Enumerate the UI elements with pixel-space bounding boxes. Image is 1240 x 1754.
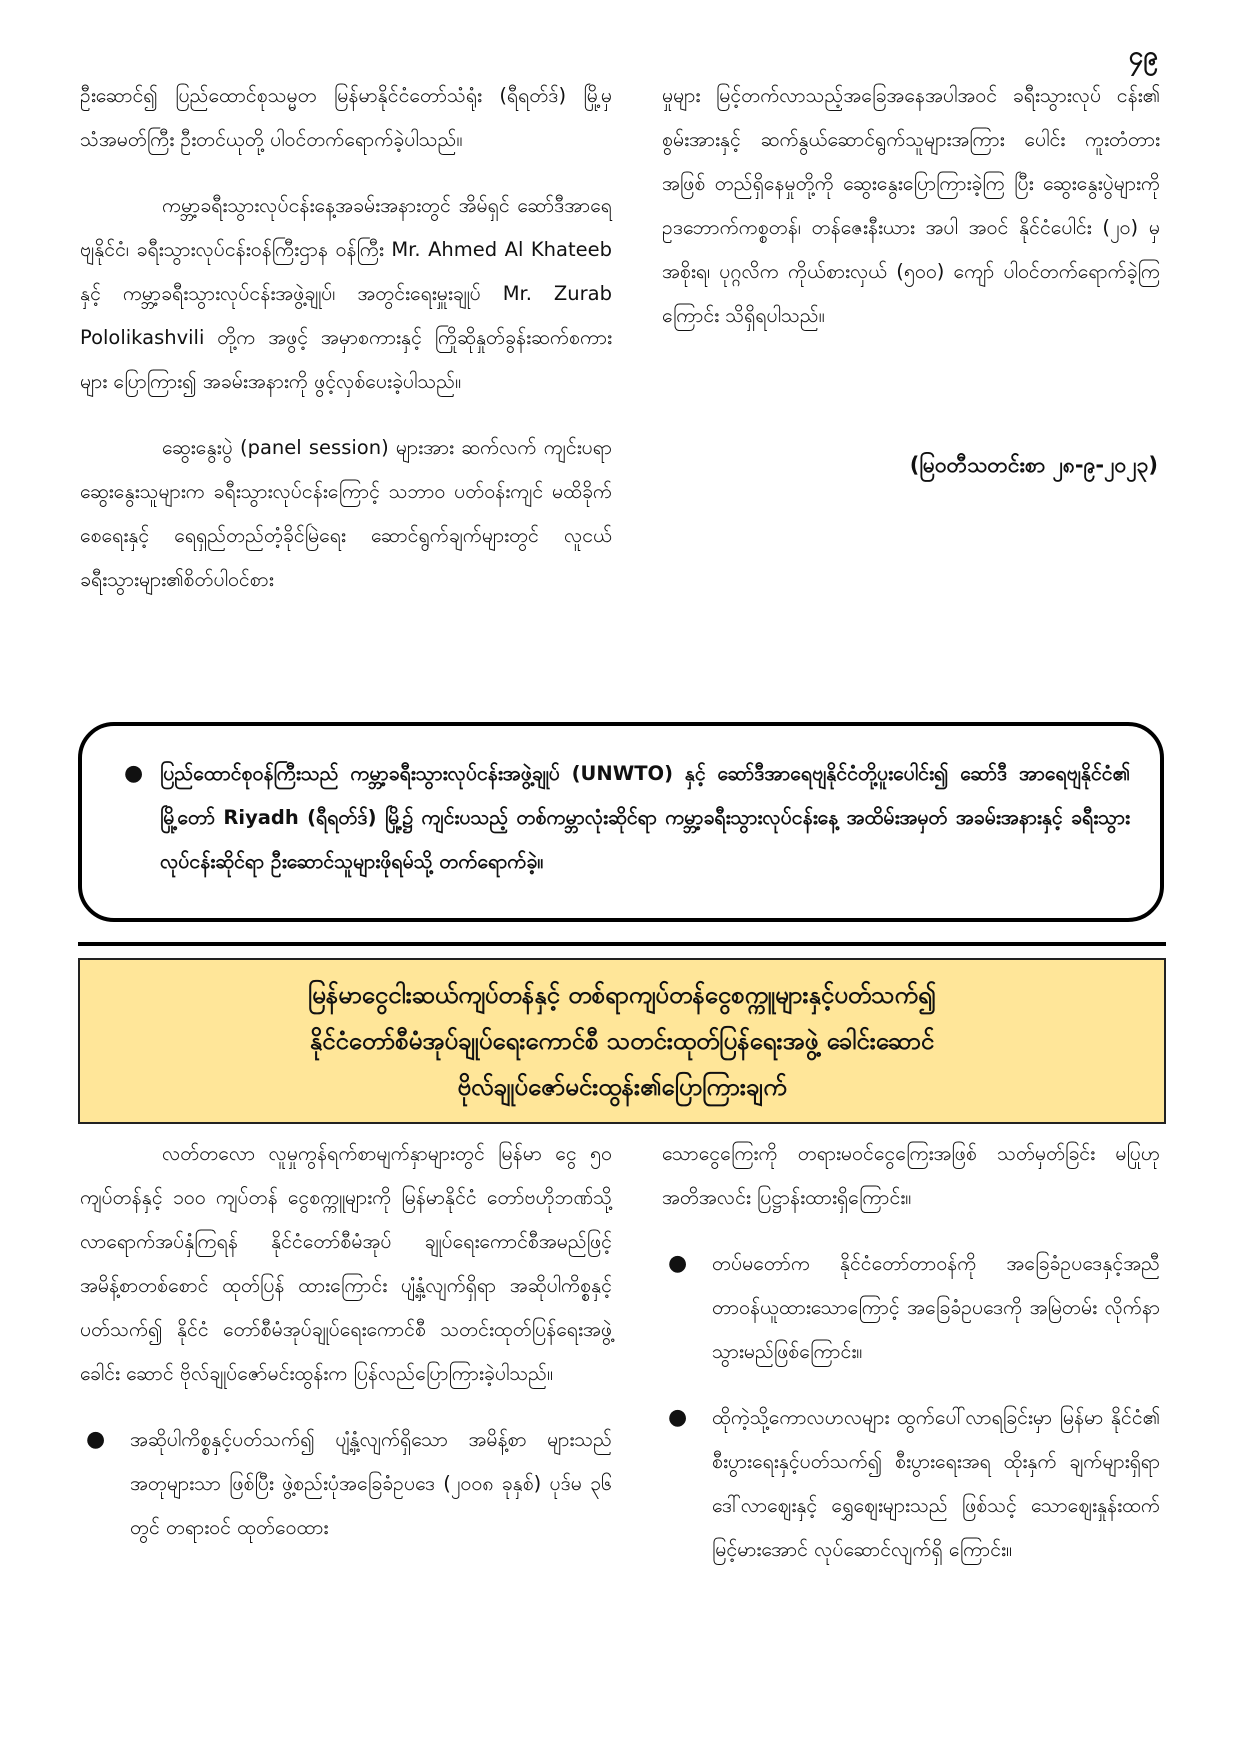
article-paragraph: ဆွေးနွေးပွဲ (panel session) များအား ဆက်လက် ကျင်းပရာ ဆွေးနွေးသူများက ခရီးသွားလုပ်ငန်းကြောင့် သဘာဝ ပတ်ဝန်းကျင် မထိခိုက်စေရေးနှင့် ရေရှည်တည်တံ့ခိုင်မြဲရေး ဆောင်ရွက်ချက်များတွင် လူငယ်ခရီးသွားများ၏စိတ်ပါဝင်စား (80, 436, 612, 591)
top-left-column (80, 74, 612, 624)
list-item (662, 1242, 1160, 1374)
summary-bullet (124, 752, 1130, 884)
list-item-text: ထိုကဲ့သို့ကောလဟလများ ထွက်ပေါ်လာရခြင်းမှာ မြန်မာ နိုင်ငံ၏ စီးပွားရေးနှင့်ပတ်သက်၍ စီးပွားရေးအရ ထိုးနှက် ချက်များရှိရာ ဒေါ်လာဈေးနှင့် ရွှေဈေးများသည် ဖြစ်သင့် သောဈေးနှုန်းထက် မြင့်မားအောင် လုပ်ဆောင်လျက်ရှိ ကြောင်း။ (712, 1406, 1160, 1561)
bullet-icon: ● (124, 761, 144, 786)
article-paragraph: ဦးဆောင်၍ ပြည်ထောင်စုသမ္မတ မြန်မာနိုင်ငံတော်သံရုံး (ရီရတ်ဒ်) မြို့မှ သံအမတ်ကြီး ဦးတင်ယုတို့ ပါဝင်တက်ရောက်ခဲ့ပါသည်။ (80, 84, 612, 151)
article-paragraph: သောငွေကြေးကို တရားမဝင်ငွေကြေးအဖြစ် သတ်မှတ်ခြင်း မပြုဟု အတိအလင်း ပြဋ္ဌာန်းထားရှိကြောင်း။ (662, 1142, 1160, 1209)
headline-line: နိုင်ငံတော်စီမံအုပ်ချုပ်ရေးကောင်စီ သတင်းထုတ်ပြန်ရေးအဖွဲ့ ခေါင်းဆောင် (309, 1027, 935, 1055)
page-number: ၄၉ (1128, 41, 1158, 71)
headline-line: ဗိုလ်ချုပ်ဇော်မင်းထွန်း၏ပြောကြားချက် (457, 1073, 787, 1101)
list-item-text: အဆိုပါကိစ္စနှင့်ပတ်သက်၍ ပျံ့နှံ့လျက်ရှိသော အမိန့်စာ များသည် အတုများသာ ဖြစ်ပြီး ဖွဲ့စည်းပုံအခြေခံဥပဒေ (၂၀၀၈ ခုနှစ်) ပုဒ်မ ၃၆ တွင် တရားဝင် ထုတ်ဝေထား (130, 1428, 612, 1539)
bullet-icon: ● (668, 1251, 688, 1276)
article-paragraph: လတ်တလော လူမှုကွန်ရက်စာမျက်နှာများတွင် မြန်မာ ငွေ ၅၀ ကျပ်တန်နှင့် ၁၀၀ ကျပ်တန် ငွေစက္ကူများကို မြန်မာနိုင်ငံ တော်ဗဟိုဘဏ်သို့ လာရောက်အပ်နှံကြရန် နိုင်ငံတော်စီမံအုပ် ချုပ်ရေးကောင်စီအမည်ဖြင့် အမိန့်စာတစ်စောင် ထုတ်ပြန် ထားကြောင်း ပျံ့နှံ့လျက်ရှိရာ အဆိုပါကိစ္စနှင့်ပတ်သက်၍ နိုင်ငံ တော်စီမံအုပ်ချုပ်ရေးကောင်စီ သတင်းထုတ်ပြန်ရေးအဖွဲ့ခေါင်း ဆောင် ဗိုလ်ချုပ်ဇော်မင်းထွန်းက ပြန်လည်ပြောကြားခဲ့ပါသည်။ (80, 1142, 612, 1385)
top-right-column (662, 74, 1160, 360)
headline-banner (78, 958, 1166, 1124)
bottom-left-column (80, 1132, 612, 1572)
summary-text: ပြည်ထောင်စုဝန်ကြီးသည် ကမ္ဘာ့ခရီးသွားလုပ်ငန်းအဖွဲ့ချုပ် (UNWTO) နှင့် ဆော်ဒီအာရေဗျနိုင်ငံတို့ပူးပေါင်း၍ ဆော်ဒီ အာရေဗျနိုင်ငံ၏ မြို့တော် Riyadh (ရီရတ်ဒ်) မြို့၌ ကျင်းပသည့် တစ်ကမ္ဘာလုံးဆိုင်ရာ ကမ္ဘာ့ခရီးသွားလုပ်ငန်းနေ့ အထိမ်းအမှတ် အခမ်းအနားနှင့် ခရီးသွားလုပ်ငန်းဆိုင်ရာ ဦးဆောင်သူများဖိုရမ်သို့ တက်ရောက်ခဲ့။ (160, 762, 1130, 873)
list-item (80, 1418, 612, 1550)
bottom-right-column (662, 1132, 1160, 1594)
summary-box (78, 722, 1164, 922)
section-divider (78, 942, 1166, 946)
bullet-icon: ● (86, 1427, 106, 1452)
headline-line: မြန်မာငွေငါးဆယ်ကျပ်တန်နှင့် တစ်ရာကျပ်တန်ငွေစက္ကူများနှင့်ပတ်သက်၍ (308, 981, 936, 1009)
article-paragraph: မှုများ မြင့်တက်လာသည့်အခြေအနေအပါအဝင် ခရီးသွားလုပ် ငန်း၏ စွမ်းအားနှင့် ဆက်နွယ်ဆောင်ရွက်သူများအကြား ပေါင်း ကူးတံတားအဖြစ် တည်ရှိနေမှုတို့ကို ဆွေးနွေးပြောကြားခဲ့ကြ ပြီး ဆွေးနွေးပွဲများကို ဥဒဘောက်ကစ္စတန်၊ တန်ဇေးနီးယား အပါ အဝင် နိုင်ငံပေါင်း (၂၀) မှ အစိုးရ၊ ပုဂ္ဂလိက ကိုယ်စားလှယ် (၅၀၀) ကျော် ပါဝင်တက်ရောက်ခဲ့ကြကြောင်း သိရှိရပါသည်။ (662, 84, 1160, 327)
list-item-text: တပ်မတော်က နိုင်ငံတော်တာဝန်ကို အခြေခံဥပဒေနှင့်အညီ တာဝန်ယူထားသောကြောင့် အခြေခံဥပဒေကို အမြဲတမ်း လိုက်နာသွားမည်ဖြစ်ကြောင်း။ (712, 1252, 1160, 1363)
news-source-citation: (မြဝတီသတင်းစာ ၂၈-၉-၂၀၂၃) (909, 453, 1158, 477)
list-item (662, 1396, 1160, 1572)
bullet-icon: ● (668, 1405, 688, 1430)
article-paragraph: ကမ္ဘာ့ခရီးသွားလုပ်ငန်းနေ့အခမ်းအနားတွင် အိမ်ရှင် ဆော်ဒီအာရေဗျနိုင်ငံ၊ ခရီးသွားလုပ်ငန်းဝန်ကြီးဌာန ဝန်ကြီး Mr. Ahmed Al Khateeb နှင့် ကမ္ဘာ့ခရီးသွားလုပ်ငန်းအဖွဲ့ချုပ်၊ အတွင်းရေးမှူးချုပ် Mr. Zurab Pololikashvili တို့က အဖွင့် အမှာစကားနှင့် ကြိုဆိုနှုတ်ခွန်းဆက်စကားများ ပြောကြား၍ အခမ်းအနားကို ဖွင့်လှစ်ပေးခဲ့ပါသည်။ (80, 194, 612, 393)
